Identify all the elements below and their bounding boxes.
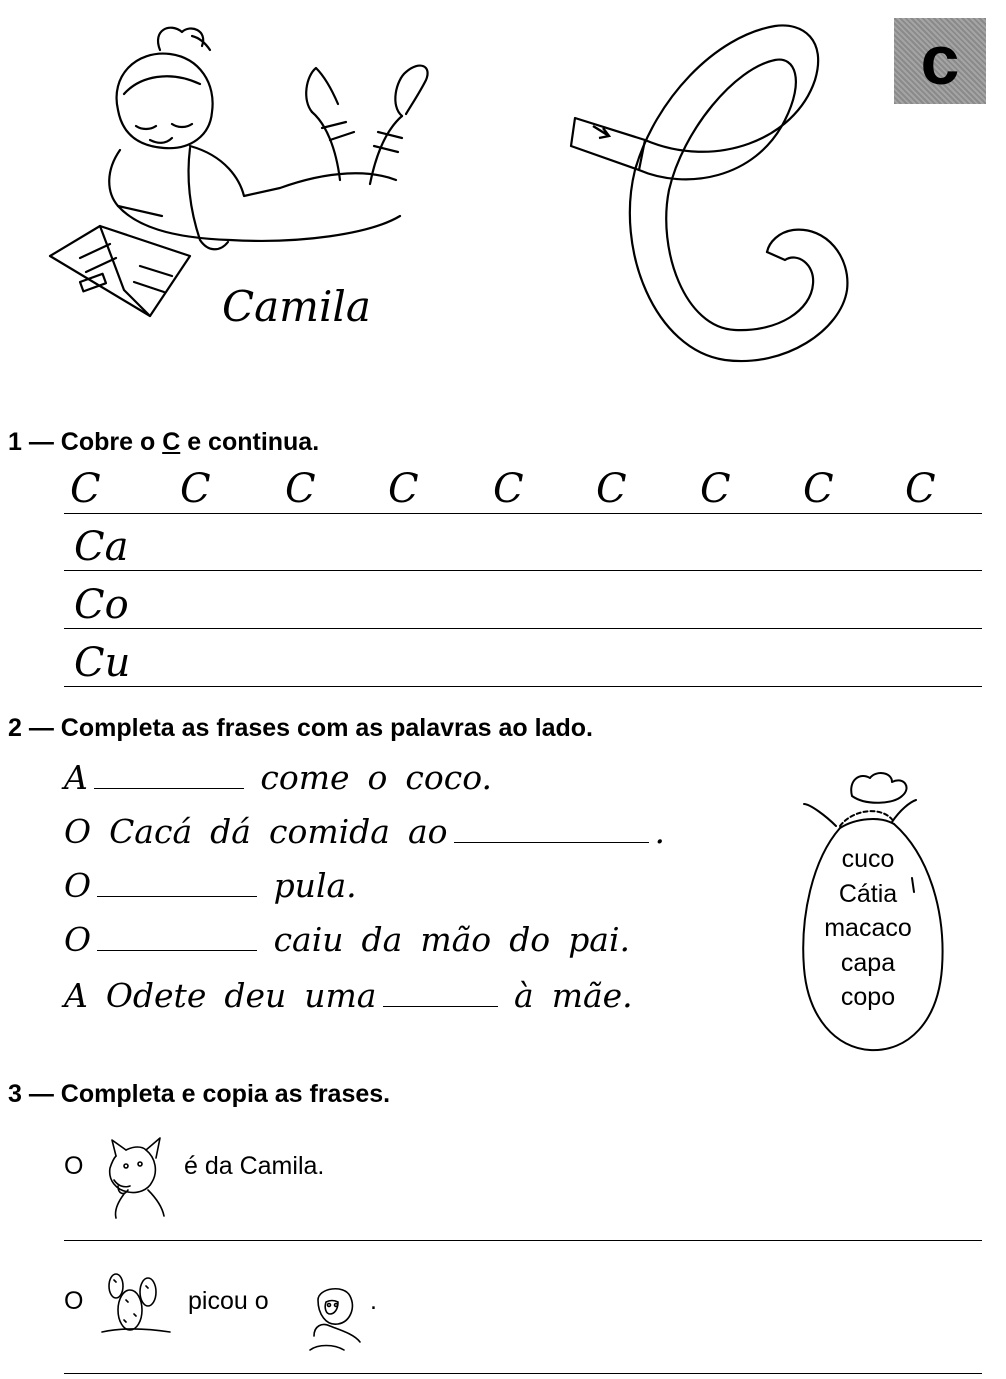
answer-blank[interactable] (383, 1006, 498, 1007)
sentence-4: O caiu da mão do pai. (64, 920, 631, 959)
sentence-5: A Odete deu uma à mãe. (64, 976, 633, 1015)
row-2-start: O (64, 1287, 84, 1315)
word-bank-item: cuco (841, 845, 895, 873)
row-2-middle: picou o (188, 1287, 269, 1315)
exercise-2-title: 2 — Completa as frases com as palavras ao lado. (8, 714, 593, 742)
writing-line[interactable] (64, 628, 982, 629)
sentence-2: O Cacá dá comida ao . (64, 812, 666, 851)
syllable-ca: Ca (74, 524, 129, 570)
row-1-start: O (64, 1152, 84, 1180)
exercise-3-title: 3 — Completa e copia as frases. (8, 1080, 391, 1108)
letter-badge-text: c (920, 21, 960, 99)
answer-blank[interactable] (454, 842, 649, 843)
name-caption: Camila (222, 282, 371, 331)
trace-letter: C (388, 466, 419, 512)
trace-letter: C (803, 466, 834, 512)
writing-line[interactable] (64, 513, 982, 514)
word-bank-item: macaco (824, 914, 912, 942)
trace-letter: C (493, 466, 524, 512)
sentence-1: A come o coco. (64, 758, 492, 797)
monkey-icon (304, 1280, 366, 1352)
syllable-cu: Cu (74, 640, 131, 686)
writing-line[interactable] (64, 1373, 982, 1374)
answer-blank[interactable] (97, 950, 257, 951)
word-bank (800, 842, 936, 1015)
writing-line[interactable] (64, 570, 982, 571)
word-bank-item: copo (840, 983, 896, 1011)
row-1-end: é da Camila. (184, 1152, 325, 1180)
trace-letter: C (180, 466, 211, 512)
answer-blank[interactable] (94, 788, 244, 789)
row-2-end: . (370, 1287, 377, 1315)
exercise-1-title: 1 — Cobre o C e continua. (8, 428, 320, 456)
answer-blank[interactable] (97, 896, 257, 897)
writing-line[interactable] (64, 1240, 982, 1241)
trace-letter: C (596, 466, 627, 512)
syllable-co: Co (74, 582, 129, 628)
dog-icon (104, 1136, 168, 1220)
word-bank-item: Cátia (838, 879, 898, 908)
letter-badge (894, 18, 986, 104)
trace-letter: C (905, 466, 936, 512)
trace-letter: C (285, 466, 316, 512)
word-bank-item: capa (840, 948, 896, 977)
trace-letter: C (70, 466, 101, 512)
writing-line[interactable] (64, 686, 982, 687)
sentence-3: O pula. (64, 866, 357, 905)
cursive-c-trace-guide (565, 20, 865, 380)
cactus-icon (100, 1270, 172, 1340)
trace-letter: C (700, 466, 731, 512)
underlined-letter: C (162, 428, 181, 456)
